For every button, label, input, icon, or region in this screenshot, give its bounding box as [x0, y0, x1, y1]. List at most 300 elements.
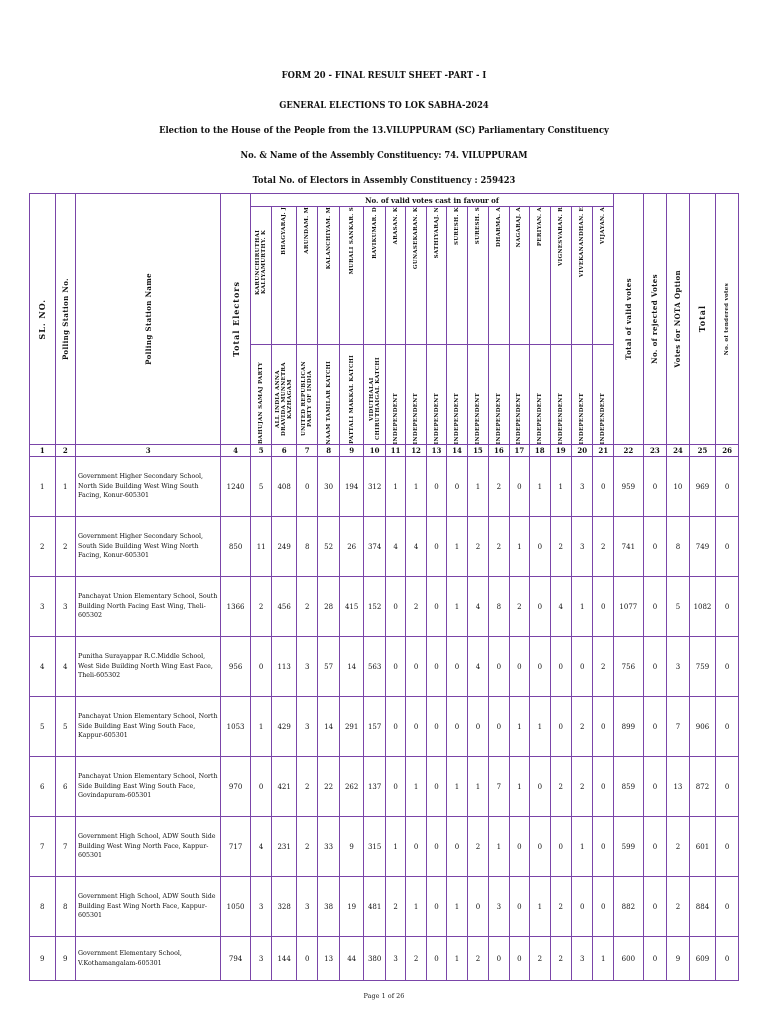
column-number: 12: [406, 445, 426, 457]
column-number: 1: [30, 445, 56, 457]
total-votes-cell: 884: [689, 877, 716, 937]
candidate-votes-cell: 0: [593, 457, 614, 517]
candidate-votes-cell: 4: [467, 637, 488, 697]
party-name-cell: [467, 345, 488, 445]
polling-station-name-cell: Government Higher Secondary School, South Side Building West Wing North Facing, Konur-605301: [76, 517, 221, 577]
party-name-cell: [406, 345, 426, 445]
candidate-votes-cell: 2: [572, 697, 593, 757]
candidate-name: RAVIKUMAR. D: [371, 207, 378, 259]
candidate-votes-cell: 0: [447, 817, 467, 877]
candidate-votes-cell: 0: [385, 757, 405, 817]
candidate-votes-cell: 4: [550, 577, 571, 637]
candidate-votes-cell: 2: [385, 877, 405, 937]
rejected-votes-cell: 0: [643, 457, 667, 517]
candidate-votes-cell: 0: [530, 817, 550, 877]
candidate-votes-cell: 1: [447, 877, 467, 937]
column-number: 4: [221, 445, 251, 457]
candidate-votes-cell: 2: [593, 637, 614, 697]
total-votes-cell: 1082: [689, 577, 716, 637]
candidate-votes-cell: 315: [364, 817, 385, 877]
candidate-name: ARASAN. K: [392, 207, 399, 245]
candidate-votes-cell: 194: [339, 457, 364, 517]
column-number: 6: [272, 445, 297, 457]
candidate-votes-cell: 0: [426, 877, 446, 937]
total-valid-votes-cell: 899: [614, 697, 644, 757]
candidate-name-cell: [550, 207, 571, 345]
total-valid-votes-cell: 959: [614, 457, 644, 517]
table-row: [30, 817, 739, 877]
candidate-name-cell: [406, 207, 426, 345]
table-row: [30, 577, 739, 637]
candidate-votes-cell: 0: [509, 937, 529, 981]
candidate-votes-cell: 2: [550, 877, 571, 937]
candidate-votes-cell: 456: [272, 577, 297, 637]
candidate-votes-cell: 4: [385, 517, 405, 577]
table-row: [30, 757, 739, 817]
col-tendered-votes: No. of tendered votes: [716, 194, 739, 445]
candidate-votes-cell: 13: [318, 937, 339, 981]
candidate-votes-cell: 1: [467, 757, 488, 817]
column-number: 5: [250, 445, 271, 457]
total-valid-votes-cell: 859: [614, 757, 644, 817]
candidate-votes-cell: 0: [550, 637, 571, 697]
table-row: [30, 877, 739, 937]
candidate-name: BHAGYARAJ. J: [281, 207, 288, 255]
candidate-votes-cell: 0: [296, 457, 317, 517]
polling-station-no-cell: 1: [55, 457, 75, 517]
total-valid-votes-cell: 756: [614, 637, 644, 697]
col-nota-votes: Votes for NOTA Option: [667, 194, 690, 445]
candidate-name-cell: [530, 207, 550, 345]
column-number: 24: [667, 445, 690, 457]
column-number: 18: [530, 445, 550, 457]
total-votes-cell: 609: [689, 937, 716, 981]
candidate-votes-cell: 0: [296, 937, 317, 981]
candidate-votes-cell: 0: [572, 637, 593, 697]
tendered-votes-cell: 0: [716, 937, 739, 981]
candidate-votes-cell: 0: [406, 637, 426, 697]
candidate-votes-cell: 231: [272, 817, 297, 877]
rejected-votes-cell: 0: [643, 517, 667, 577]
total-electors-cell: 1240: [221, 457, 251, 517]
polling-station-no-cell: 7: [55, 817, 75, 877]
tendered-votes-cell: 0: [716, 697, 739, 757]
column-number: 13: [426, 445, 446, 457]
candidate-name-cell: [250, 207, 271, 345]
result-table: [29, 193, 739, 981]
candidate-votes-cell: 421: [272, 757, 297, 817]
rejected-votes-cell: 0: [643, 877, 667, 937]
candidate-votes-cell: 26: [339, 517, 364, 577]
candidate-name: GUNASEKARAN. K: [413, 207, 420, 270]
nota-votes-cell: 2: [667, 877, 690, 937]
candidate-votes-cell: 0: [593, 697, 614, 757]
total-votes-cell: 872: [689, 757, 716, 817]
page-number: Page 1 of 26: [363, 992, 405, 1000]
sl-no-cell: 7: [30, 817, 56, 877]
column-number: 20: [572, 445, 593, 457]
total-votes-cell: 601: [689, 817, 716, 877]
candidate-name-cell: [593, 207, 614, 345]
table-row: [30, 457, 739, 517]
candidate-votes-cell: 2: [489, 517, 509, 577]
candidate-votes-cell: 4: [250, 817, 271, 877]
candidate-name-cell: [339, 207, 364, 345]
candidate-votes-cell: 0: [426, 457, 446, 517]
candidate-votes-cell: 152: [364, 577, 385, 637]
col-polling-station-no: Polling Station No.: [55, 194, 75, 445]
column-number: 25: [689, 445, 716, 457]
candidate-votes-cell: 374: [364, 517, 385, 577]
party-name-cell: [530, 345, 550, 445]
candidate-votes-cell: 2: [572, 757, 593, 817]
party-name: NAAM TAMILAR KATCHI: [325, 360, 332, 444]
candidate-name-cell: [272, 207, 297, 345]
candidate-votes-cell: 19: [339, 877, 364, 937]
total-electors-cell: 1053: [221, 697, 251, 757]
total-votes-cell: 969: [689, 457, 716, 517]
total-votes-cell: 749: [689, 517, 716, 577]
candidate-votes-cell: 2: [550, 937, 571, 981]
polling-station-no-cell: 8: [55, 877, 75, 937]
candidate-votes-cell: 0: [550, 817, 571, 877]
total-electors-cell: 794: [221, 937, 251, 981]
candidate-name-cell: [509, 207, 529, 345]
candidate-votes-cell: 8: [489, 577, 509, 637]
candidate-votes-cell: 563: [364, 637, 385, 697]
candidate-votes-cell: 0: [447, 637, 467, 697]
candidate-name-cell: [489, 207, 509, 345]
tendered-votes-cell: 0: [716, 457, 739, 517]
candidate-votes-cell: 328: [272, 877, 297, 937]
party-name: INDEPENDENT: [579, 392, 586, 444]
party-name-cell: [426, 345, 446, 445]
candidate-votes-cell: 5: [250, 457, 271, 517]
candidate-name: SATHIYARAJ. N: [433, 207, 440, 259]
party-name-cell: [272, 345, 297, 445]
candidate-votes-cell: 1: [447, 577, 467, 637]
col-sl-no: SL. NO.: [30, 194, 56, 445]
candidate-votes-cell: 0: [385, 697, 405, 757]
nota-votes-cell: 3: [667, 637, 690, 697]
candidate-votes-cell: 14: [339, 637, 364, 697]
candidate-votes-cell: 1: [385, 457, 405, 517]
candidate-votes-cell: 1: [509, 517, 529, 577]
polling-station-name-cell: Punitha Surayappar R.C.Middle School, West Side Building North Wing East Face, Theli-605302: [76, 637, 221, 697]
candidate-votes-cell: 4: [406, 517, 426, 577]
party-name-cell: [447, 345, 467, 445]
candidate-votes-cell: 262: [339, 757, 364, 817]
column-number: 22: [614, 445, 644, 457]
col-polling-station-name: Polling Station Name: [76, 194, 221, 445]
candidate-votes-cell: 1: [530, 457, 550, 517]
candidate-name-cell: [467, 207, 488, 345]
total-electors-cell: 970: [221, 757, 251, 817]
column-number: 26: [716, 445, 739, 457]
tendered-votes-cell: 0: [716, 757, 739, 817]
sl-no-cell: 6: [30, 757, 56, 817]
candidate-votes-cell: 2: [296, 577, 317, 637]
candidate-votes-cell: 14: [318, 697, 339, 757]
candidate-votes-cell: 3: [489, 877, 509, 937]
candidate-name-cell: [296, 207, 317, 345]
candidate-name-cell: [447, 207, 467, 345]
candidate-votes-cell: 52: [318, 517, 339, 577]
candidate-votes-cell: 38: [318, 877, 339, 937]
nota-votes-cell: 9: [667, 937, 690, 981]
candidate-votes-cell: 380: [364, 937, 385, 981]
candidate-votes-cell: 3: [296, 637, 317, 697]
party-name: INDEPENDENT: [453, 392, 460, 444]
assembly-constituency: No. & Name of the Assembly Constituency: 74. VILUPPURAM: [240, 150, 528, 161]
party-name: INDEPENDENT: [392, 392, 399, 444]
column-number: 9: [339, 445, 364, 457]
candidate-votes-cell: 3: [296, 877, 317, 937]
candidate-votes-cell: 137: [364, 757, 385, 817]
rejected-votes-cell: 0: [643, 697, 667, 757]
candidate-votes-cell: 0: [509, 817, 529, 877]
candidate-votes-cell: 1: [447, 757, 467, 817]
polling-station-name-cell: Panchayat Union Elementary School, North Side Building East Wing South Face, Kappur-605301: [76, 697, 221, 757]
candidate-votes-cell: 2: [593, 517, 614, 577]
polling-station-no-cell: 6: [55, 757, 75, 817]
column-number: 10: [364, 445, 385, 457]
candidate-votes-cell: 2: [406, 937, 426, 981]
candidate-votes-cell: 22: [318, 757, 339, 817]
party-name-cell: [339, 345, 364, 445]
party-name: INDEPENDENT: [474, 392, 481, 444]
sl-no-cell: 4: [30, 637, 56, 697]
candidate-votes-cell: 2: [550, 757, 571, 817]
candidate-votes-cell: 0: [426, 817, 446, 877]
candidate-votes-cell: 3: [296, 697, 317, 757]
nota-votes-cell: 2: [667, 817, 690, 877]
candidate-name: PERIYAN. A: [536, 207, 543, 247]
candidate-votes-cell: 249: [272, 517, 297, 577]
sl-no-cell: 9: [30, 937, 56, 981]
candidate-name: SURESH. S: [474, 207, 481, 245]
party-name: INDEPENDENT: [536, 392, 543, 444]
candidate-votes-cell: 8: [296, 517, 317, 577]
column-number: 21: [593, 445, 614, 457]
candidate-name: VIVEKANANDHAN. E: [579, 207, 586, 278]
column-number: 11: [385, 445, 405, 457]
candidate-votes-cell: 0: [467, 697, 488, 757]
polling-station-name-cell: Government High School, ADW South Side Building West Wing North Face, Kappur-605301: [76, 817, 221, 877]
tendered-votes-cell: 0: [716, 817, 739, 877]
candidate-name-cell: [318, 207, 339, 345]
candidate-votes-cell: 1: [572, 577, 593, 637]
party-name: INDEPENDENT: [433, 392, 440, 444]
candidate-name: NAGARAJ. A: [516, 207, 523, 248]
candidate-votes-cell: 2: [550, 517, 571, 577]
party-name: VIDUTHALAI CHIRUTHAIGAL KATCHI: [368, 357, 381, 441]
candidate-votes-cell: 33: [318, 817, 339, 877]
candidate-votes-cell: 3: [250, 877, 271, 937]
column-number: 19: [550, 445, 571, 457]
candidate-votes-cell: 481: [364, 877, 385, 937]
table-row: [30, 937, 739, 981]
rejected-votes-cell: 0: [643, 637, 667, 697]
party-name: INDEPENDENT: [557, 392, 564, 444]
candidate-votes-cell: 0: [530, 577, 550, 637]
total-electors-cell: 1050: [221, 877, 251, 937]
candidate-votes-cell: 2: [509, 577, 529, 637]
candidate-votes-cell: 0: [509, 637, 529, 697]
total-valid-votes-cell: 599: [614, 817, 644, 877]
candidate-votes-cell: 0: [509, 877, 529, 937]
column-number: 23: [643, 445, 667, 457]
candidate-votes-cell: 0: [572, 877, 593, 937]
nota-votes-cell: 8: [667, 517, 690, 577]
constituency-title: Election to the House of the People from the 13.VILUPPURAM (SC) Parliamentary Constituency: [159, 125, 609, 136]
total-valid-votes-cell: 741: [614, 517, 644, 577]
candidate-name: VIJAYAN. A: [600, 207, 607, 245]
column-number: 16: [489, 445, 509, 457]
party-name: INDEPENDENT: [600, 392, 607, 444]
total-valid-votes-cell: 1077: [614, 577, 644, 637]
party-name-cell: [550, 345, 571, 445]
total-electors-cell: 717: [221, 817, 251, 877]
candidate-votes-cell: 1: [509, 757, 529, 817]
candidate-votes-cell: 3: [250, 937, 271, 981]
candidate-votes-cell: 0: [530, 757, 550, 817]
candidate-votes-cell: 2: [467, 817, 488, 877]
candidate-name-cell: [572, 207, 593, 345]
candidate-votes-cell: 0: [593, 577, 614, 637]
nota-votes-cell: 5: [667, 577, 690, 637]
party-name-cell: [318, 345, 339, 445]
candidate-votes-cell: 1: [509, 697, 529, 757]
column-number: 7: [296, 445, 317, 457]
candidate-votes-cell: 157: [364, 697, 385, 757]
candidate-votes-cell: 0: [385, 637, 405, 697]
candidate-votes-cell: 2: [296, 817, 317, 877]
candidate-name: SURESH. K: [453, 207, 460, 246]
candidate-votes-cell: 1: [406, 757, 426, 817]
candidate-votes-cell: 57: [318, 637, 339, 697]
polling-station-no-cell: 4: [55, 637, 75, 697]
party-name: BAHUJAN SAMAJ PARTY: [258, 361, 265, 444]
tendered-votes-cell: 0: [716, 637, 739, 697]
tendered-votes-cell: 0: [716, 577, 739, 637]
polling-station-no-cell: 2: [55, 517, 75, 577]
polling-station-name-cell: Panchayat Union Elementary School, South Building North Facing East Wing, Theli-605302: [76, 577, 221, 637]
table-row: [30, 517, 739, 577]
polling-station-name-cell: Government High School, ADW South Side Building East Wing North Face, Kappur-605301: [76, 877, 221, 937]
nota-votes-cell: 7: [667, 697, 690, 757]
total-valid-votes-cell: 600: [614, 937, 644, 981]
rejected-votes-cell: 0: [643, 817, 667, 877]
candidate-votes-cell: 0: [530, 517, 550, 577]
candidate-votes-cell: 0: [530, 637, 550, 697]
rejected-votes-cell: 0: [643, 757, 667, 817]
party-name-cell: [296, 345, 317, 445]
candidate-votes-cell: 0: [250, 637, 271, 697]
candidate-votes-cell: 3: [385, 937, 405, 981]
candidate-votes-cell: 1: [406, 457, 426, 517]
candidate-votes-cell: 0: [509, 457, 529, 517]
candidate-votes-cell: 2: [467, 517, 488, 577]
column-number: 3: [76, 445, 221, 457]
candidate-name: VIGNESVARAN. R: [557, 207, 564, 266]
column-number: 15: [467, 445, 488, 457]
candidate-name: ARUNDAM. M: [304, 207, 311, 254]
candidate-votes-cell: 0: [489, 697, 509, 757]
sl-no-cell: 5: [30, 697, 56, 757]
candidate-votes-cell: 11: [250, 517, 271, 577]
candidate-votes-cell: 429: [272, 697, 297, 757]
header-row-top: [30, 194, 739, 207]
party-name: INDEPENDENT: [516, 392, 523, 444]
candidate-votes-cell: 0: [385, 577, 405, 637]
candidate-votes-cell: 1: [250, 697, 271, 757]
total-electors-line: Total No. of Electors in Assembly Constituency : 259423: [252, 175, 516, 186]
candidate-votes-cell: 408: [272, 457, 297, 517]
total-electors-cell: 1366: [221, 577, 251, 637]
total-votes-cell: 906: [689, 697, 716, 757]
candidate-votes-cell: 1: [467, 457, 488, 517]
candidate-votes-cell: 0: [593, 757, 614, 817]
candidate-votes-cell: 0: [467, 877, 488, 937]
candidate-votes-cell: 2: [530, 937, 550, 981]
candidate-name-cell: [426, 207, 446, 345]
candidate-name: DHARMA. A: [495, 207, 502, 247]
election-title: GENERAL ELECTIONS TO LOK SABHA-2024: [279, 100, 489, 111]
tendered-votes-cell: 0: [716, 517, 739, 577]
candidate-votes-cell: 1: [489, 817, 509, 877]
column-number: 2: [55, 445, 75, 457]
party-name: ALL INDIA ANNA DRAVIDA MUNNETRA KAZHAGAM: [275, 362, 294, 436]
col-rejected-votes: No. of rejected Votes: [643, 194, 667, 445]
candidate-votes-cell: 2: [467, 937, 488, 981]
polling-station-no-cell: 9: [55, 937, 75, 981]
polling-station-name-cell: Government Elementary School, V.Kothamangalam-605301: [76, 937, 221, 981]
candidate-votes-cell: 0: [489, 937, 509, 981]
total-electors-cell: 956: [221, 637, 251, 697]
total-electors-cell: 850: [221, 517, 251, 577]
candidate-votes-cell: 113: [272, 637, 297, 697]
candidate-votes-cell: 1: [530, 877, 550, 937]
candidate-votes-cell: 312: [364, 457, 385, 517]
party-name: PATTALI MAKKAL KATCHI: [348, 355, 355, 444]
col-total-electors: Total Electors: [221, 194, 251, 445]
party-name-cell: [593, 345, 614, 445]
candidate-votes-cell: 28: [318, 577, 339, 637]
candidate-votes-cell: 0: [406, 697, 426, 757]
candidate-votes-cell: 144: [272, 937, 297, 981]
candidate-votes-cell: 415: [339, 577, 364, 637]
candidate-votes-cell: 0: [593, 877, 614, 937]
total-valid-votes-cell: 882: [614, 877, 644, 937]
candidate-name: KARUNCHIRUTHAI KALIYAMURTHY. K: [255, 229, 268, 295]
valid-votes-header: No. of valid votes cast in favour of: [250, 194, 613, 207]
candidate-votes-cell: 1: [447, 517, 467, 577]
total-votes-cell: 759: [689, 637, 716, 697]
candidate-votes-cell: 4: [467, 577, 488, 637]
column-number-row: [30, 445, 739, 457]
form-title: FORM 20 - FINAL RESULT SHEET -PART - I: [281, 70, 487, 81]
sl-no-cell: 2: [30, 517, 56, 577]
candidate-votes-cell: 291: [339, 697, 364, 757]
candidate-votes-cell: 0: [406, 817, 426, 877]
candidate-votes-cell: 2: [250, 577, 271, 637]
table-row: [30, 637, 739, 697]
candidate-votes-cell: 9: [339, 817, 364, 877]
candidate-votes-cell: 0: [593, 817, 614, 877]
col-total: Total: [689, 194, 716, 445]
sl-no-cell: 8: [30, 877, 56, 937]
